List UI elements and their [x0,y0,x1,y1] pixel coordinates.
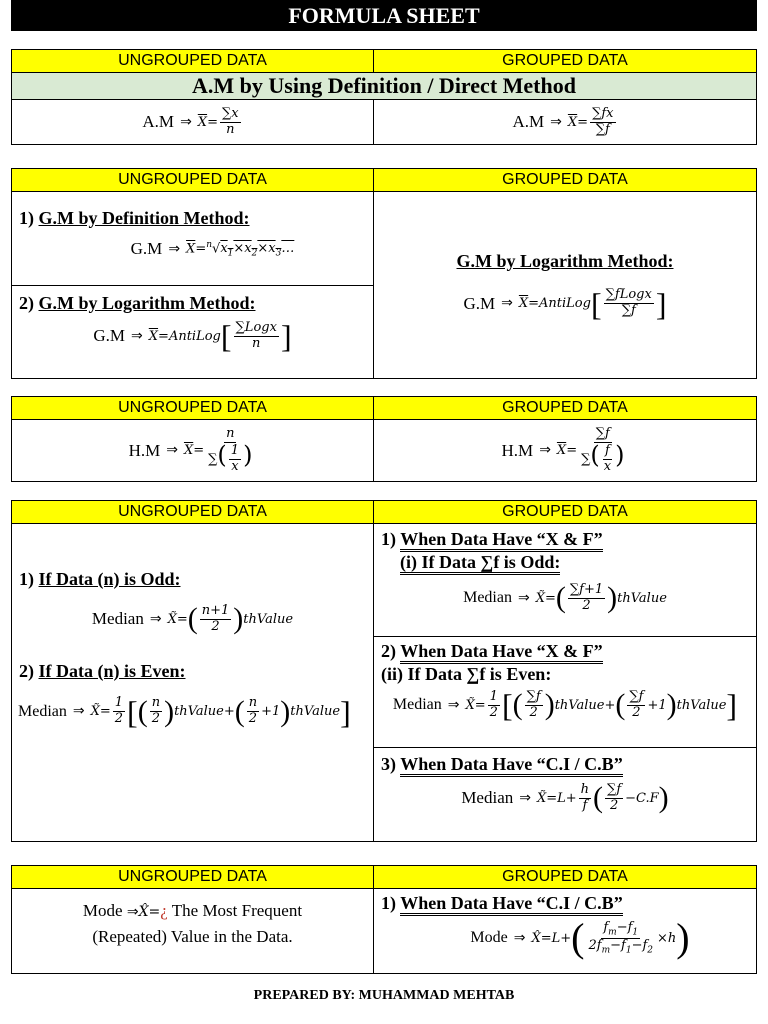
median-odd-heading: 1) If Data (n) is Odd: [19,569,181,589]
grouped-header: GROUPED DATA [374,501,757,524]
grouped-header: GROUPED DATA [374,397,757,420]
implies-icon: ⇒ [519,790,531,806]
am-section [11,49,757,145]
hm-section [11,396,757,482]
implies-icon: ⇒ [149,611,162,627]
implies-icon: ⇒ [447,697,460,713]
mode-grouped-heading: 1) When Data Have “C.I / C.B” [374,889,756,914]
ungrouped-header: UNGROUPED DATA [12,50,374,73]
page-title: FORMULA SHEET [11,0,757,31]
median-section [11,500,757,842]
implies-icon: ⇒ [550,114,562,130]
implies-icon: ⇒ [513,930,526,946]
median-grouped1-subheading: (i) If Data ∑f is Odd: [374,550,756,573]
prepared-by: PREPARED BY: MUHAMMAD MEHTAB [253,988,515,1003]
ungrouped-header: UNGROUPED DATA [12,169,374,192]
gm-definition-heading: 1) G.M by Definition Method: [19,208,250,228]
implies-icon: ⇒ [517,590,530,606]
median-grouped1-heading: 1) When Data Have “X & F” [374,524,756,550]
implies-icon: ⇒ [539,443,551,458]
hm-grouped-formula: H.M ⇒ $\overline{X}=$ ∑f ∑( $\frac{f}{x}$ ) [501,425,625,474]
implies-icon: ⇒ [131,328,143,344]
median-grouped2-heading: 2) When Data Have “X & F” [374,637,756,662]
median-grouped2-subheading: (ii) If Data ∑f is Even: [381,664,552,684]
ungrouped-header: UNGROUPED DATA [12,866,374,889]
mode-grouped-formula: Mode ⇒ X̂=L+ ( $\frac{f_m-f_1}{2f_m-f_1-f_2}$ ×h ) [470,915,690,960]
grouped-header: GROUPED DATA [374,50,757,73]
median-grouped3-formula: Median ⇒ X̃=L+ $\frac{h}{f}$ ( $\frac{\sum f}{2}$ −C.F ) [461,781,669,815]
grouped-header: GROUPED DATA [374,866,757,889]
implies-icon: ⇒ [72,704,85,720]
median-odd-formula: Median ⇒ X̃= ( $\frac{n+1}{2}$ ) th Value [91,602,294,636]
implies-icon: ⇒ [166,443,178,458]
gm-grouped-heading: G.M by Logarithm Method: [456,250,674,271]
median-grouped2-formula: Median ⇒ X̃= $\frac{1}{2}$ [ ( $\frac{\sum f}{2}$ ) th Value+ ( $\frac{\sum f}{2}$ +1 ) th Value ] [392,687,738,723]
median-even-heading: 2) If Data (n) is Even: [19,660,186,681]
implies-icon: ⇒ [501,296,513,311]
median-grouped3-heading: 3) When Data Have “C.I / C.B” [374,748,756,775]
gm-logarithm-formula: G.M ⇒ $\overline{X}=AntiLog$ [ $\frac{\text{∑Logx}}{n}$ ] [93,318,292,354]
hm-ungrouped-formula: H.M ⇒ $\overline{X}=$ n ∑( $\frac{1}{x}$ ) [128,425,253,474]
implies-icon: ⇒ [180,114,192,130]
gm-definition-formula: G.M ⇒ $\overline{X}=^n√x_1\times x_2\times x_3\dots$ [130,239,295,259]
mode-section [11,865,757,974]
mode-ungrouped-definition: Mode ⇒X̂=¿ The Most Frequent (Repeated) Value in the Data. [82,901,303,946]
implies-icon: ⇒ [168,241,181,257]
grouped-header: GROUPED DATA [374,169,757,192]
am-ungrouped-formula: A.M ⇒ $\overline{X}=$ $\frac{\sum x}{n}$ [142,105,239,137]
gm-logarithm-heading: 2) G.M by Logarithm Method: [19,293,256,313]
am-grouped-formula: A.M ⇒ $\overline{X}=$ $\frac{\sum fx}{\sum f}$ [512,105,614,137]
gm-grouped-formula: G.M ⇒ $\overline{X}=AntiLog$ [ $\frac{\text{∑fLogx}}{\sum f}$ ] [463,285,667,322]
am-banner: A.M by Using Definition / Direct Method [12,73,757,100]
ungrouped-header: UNGROUPED DATA [12,501,374,524]
gm-section [11,168,757,379]
median-even-formula: Median ⇒ X̃= $\frac{1}{2}$ [ ( $\frac{n}{2}$ ) th Value+ ( $\frac{n}{2}$ +1 ) th Value ] [18,693,351,730]
median-grouped1-formula: Median ⇒ X̃= ( $\frac{\sum f+1}{2}$ ) th Value [463,581,667,615]
ungrouped-header: UNGROUPED DATA [12,397,374,420]
